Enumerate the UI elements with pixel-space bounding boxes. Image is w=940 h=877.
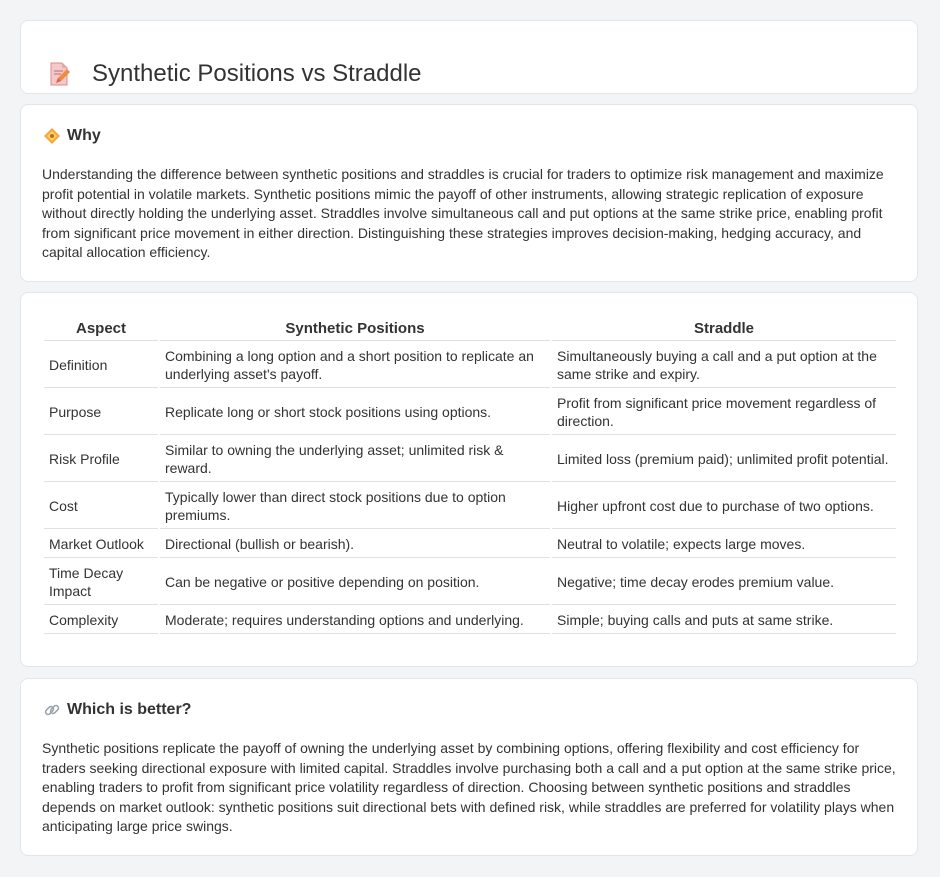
cell-synthetic: Moderate; requires understanding options and underlying. [160, 607, 550, 634]
cell-straddle: Simple; buying calls and puts at same strike. [552, 607, 896, 634]
better-heading [43, 701, 191, 719]
cell-synthetic: Similar to owning the underlying asset; unlimited risk & reward. [160, 437, 550, 482]
table-row [44, 437, 896, 482]
header-straddle: Straddle [552, 317, 896, 341]
document-pencil-icon [45, 60, 73, 88]
comparison-table [42, 315, 898, 636]
header-aspect: Aspect [44, 317, 158, 341]
comparison-section [20, 292, 918, 667]
table-row [44, 531, 896, 558]
table-row [44, 560, 896, 605]
header-synthetic: Synthetic Positions [160, 317, 550, 341]
diamond-warning-icon [43, 127, 61, 145]
table-row [44, 390, 896, 435]
cell-aspect: Cost [44, 484, 158, 529]
cell-straddle: Negative; time decay erodes premium value. [552, 560, 896, 605]
why-title: Why [67, 127, 101, 144]
table-row [44, 343, 896, 388]
cell-synthetic: Directional (bullish or bearish). [160, 531, 550, 558]
cell-synthetic: Combining a long option and a short position to replicate an underlying asset's payoff. [160, 343, 550, 388]
better-title: Which is better? [67, 701, 192, 718]
header-card [20, 20, 918, 94]
which-is-better-section [20, 678, 918, 856]
cell-straddle: Simultaneously buying a call and a put option at the same strike and expiry. [552, 343, 896, 388]
cell-straddle: Higher upfront cost due to purchase of two options. [552, 484, 896, 529]
why-body: Understanding the difference between synthetic positions and straddles is crucial for traders to optimize risk management and maximize profit potential in volatile markets. Synthetic positions mimic the payoff of other instruments, allowing strategic replication of exposure without directly holding the underlying asset. Straddles involve simultaneous call and put options at the same strike price, enabling profit from significant price movement in either direction. Distinguishing these strategies improves decision-making, hedging accuracy, and capital allocation efficiency. [42, 166, 884, 261]
cell-aspect: Market Outlook [44, 531, 158, 558]
cell-aspect: Risk Profile [44, 437, 158, 482]
cell-synthetic: Typically lower than direct stock positions due to option premiums. [160, 484, 550, 529]
cell-aspect: Purpose [44, 390, 158, 435]
page-title: Synthetic Positions vs Straddle [92, 60, 422, 88]
cell-aspect: Definition [44, 343, 158, 388]
cell-aspect: Time Decay Impact [44, 560, 158, 605]
table-header-row [44, 317, 896, 341]
better-body: Synthetic positions replicate the payoff of owning the underlying asset by combining options, offering flexibility and cost efficiency for traders seeking directional exposure with limited capital. Straddles involve purchasing both a call and a put option at the same strike price, enabling traders to profit from significant price volatility regardless of direction. Choosing between synthetic positions and straddles depends on market outlook: synthetic positions suit directional bets with defined risk, while straddles are preferred for volatility plays when anticipating large price swings. [42, 740, 896, 835]
cell-aspect: Complexity [44, 607, 158, 634]
title-row [45, 44, 422, 104]
cell-straddle: Neutral to volatile; expects large moves. [552, 531, 896, 558]
cell-synthetic: Replicate long or short stock positions using options. [160, 390, 550, 435]
table-row [44, 484, 896, 529]
cell-synthetic: Can be negative or positive depending on position. [160, 560, 550, 605]
why-heading [43, 127, 101, 145]
link-icon [43, 701, 61, 719]
cell-straddle: Profit from significant price movement regardless of direction. [552, 390, 896, 435]
why-section [20, 104, 918, 282]
cell-straddle: Limited loss (premium paid); unlimited profit potential. [552, 437, 896, 482]
table-row [44, 607, 896, 634]
